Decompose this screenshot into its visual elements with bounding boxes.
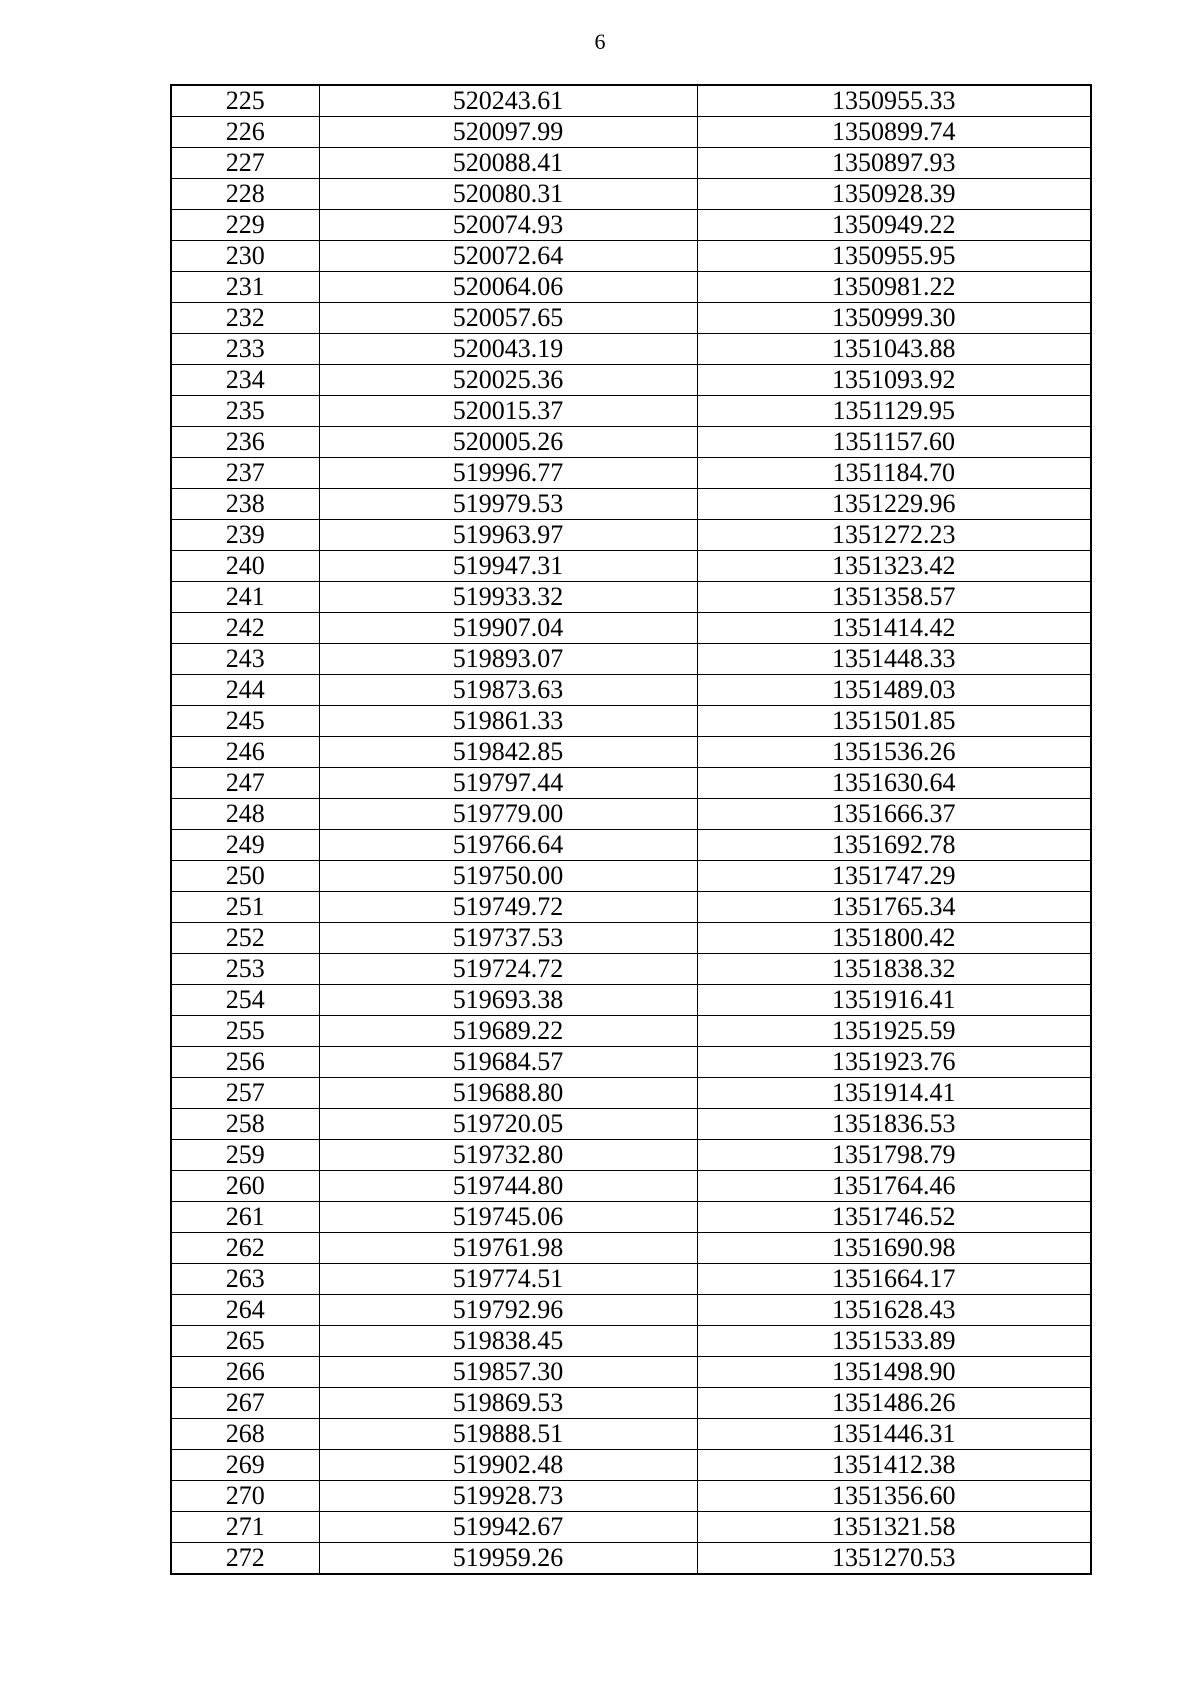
x-coordinate-cell: 520072.64 [319,241,697,272]
x-coordinate-cell: 519959.26 [319,1543,697,1575]
table-row [171,427,1091,458]
x-coordinate-cell: 519902.48 [319,1450,697,1481]
y-coordinate-cell: 1350897.93 [697,148,1091,179]
table-row [171,272,1091,303]
table-row [171,1140,1091,1171]
table-row [171,365,1091,396]
coordinates-table [170,84,1092,1575]
x-coordinate-cell: 520025.36 [319,365,697,396]
y-coordinate-cell: 1351446.31 [697,1419,1091,1450]
y-coordinate-cell: 1351628.43 [697,1295,1091,1326]
table-row [171,644,1091,675]
point-number-cell: 229 [171,210,319,241]
point-number-cell: 235 [171,396,319,427]
y-coordinate-cell: 1351229.96 [697,489,1091,520]
y-coordinate-cell: 1351489.03 [697,675,1091,706]
point-number-cell: 225 [171,85,319,117]
y-coordinate-cell: 1351501.85 [697,706,1091,737]
table-row [171,458,1091,489]
table-row [171,582,1091,613]
x-coordinate-cell: 519888.51 [319,1419,697,1450]
x-coordinate-cell: 519732.80 [319,1140,697,1171]
y-coordinate-cell: 1351356.60 [697,1481,1091,1512]
x-coordinate-cell: 519907.04 [319,613,697,644]
y-coordinate-cell: 1351043.88 [697,334,1091,365]
table-row [171,706,1091,737]
y-coordinate-cell: 1351666.37 [697,799,1091,830]
point-number-cell: 245 [171,706,319,737]
point-number-cell: 243 [171,644,319,675]
x-coordinate-cell: 519750.00 [319,861,697,892]
y-coordinate-cell: 1351184.70 [697,458,1091,489]
point-number-cell: 272 [171,1543,319,1575]
point-number-cell: 253 [171,954,319,985]
point-number-cell: 258 [171,1109,319,1140]
point-number-cell: 263 [171,1264,319,1295]
y-coordinate-cell: 1350928.39 [697,179,1091,210]
table-row [171,861,1091,892]
x-coordinate-cell: 519684.57 [319,1047,697,1078]
x-coordinate-cell: 519861.33 [319,706,697,737]
table-row [171,1047,1091,1078]
point-number-cell: 246 [171,737,319,768]
table-row [171,1388,1091,1419]
point-number-cell: 252 [171,923,319,954]
y-coordinate-cell: 1351358.57 [697,582,1091,613]
y-coordinate-cell: 1351746.52 [697,1202,1091,1233]
point-number-cell: 264 [171,1295,319,1326]
x-coordinate-cell: 519761.98 [319,1233,697,1264]
point-number-cell: 247 [171,768,319,799]
x-coordinate-cell: 520088.41 [319,148,697,179]
x-coordinate-cell: 519689.22 [319,1016,697,1047]
table-row [171,303,1091,334]
x-coordinate-cell: 519724.72 [319,954,697,985]
table-row [171,1481,1091,1512]
x-coordinate-cell: 519842.85 [319,737,697,768]
table-row [171,1171,1091,1202]
point-number-cell: 241 [171,582,319,613]
table-row [171,85,1091,117]
x-coordinate-cell: 519873.63 [319,675,697,706]
point-number-cell: 267 [171,1388,319,1419]
point-number-cell: 231 [171,272,319,303]
y-coordinate-cell: 1350899.74 [697,117,1091,148]
point-number-cell: 270 [171,1481,319,1512]
x-coordinate-cell: 520074.93 [319,210,697,241]
table-row [171,241,1091,272]
table-row [171,210,1091,241]
table-row [171,985,1091,1016]
point-number-cell: 249 [171,830,319,861]
x-coordinate-cell: 519963.97 [319,520,697,551]
y-coordinate-cell: 1351925.59 [697,1016,1091,1047]
x-coordinate-cell: 519857.30 [319,1357,697,1388]
point-number-cell: 266 [171,1357,319,1388]
point-number-cell: 257 [171,1078,319,1109]
table-row [171,892,1091,923]
point-number-cell: 254 [171,985,319,1016]
table-row [171,830,1091,861]
table-row [171,1078,1091,1109]
x-coordinate-cell: 519947.31 [319,551,697,582]
table-row [171,1295,1091,1326]
y-coordinate-cell: 1351836.53 [697,1109,1091,1140]
point-number-cell: 250 [171,861,319,892]
x-coordinate-cell: 519928.73 [319,1481,697,1512]
x-coordinate-cell: 519779.00 [319,799,697,830]
table-row [171,737,1091,768]
x-coordinate-cell: 520057.65 [319,303,697,334]
y-coordinate-cell: 1351414.42 [697,613,1091,644]
table-row [171,1357,1091,1388]
table-row [171,1264,1091,1295]
point-number-cell: 255 [171,1016,319,1047]
table-row [171,675,1091,706]
point-number-cell: 237 [171,458,319,489]
x-coordinate-cell: 519996.77 [319,458,697,489]
y-coordinate-cell: 1351536.26 [697,737,1091,768]
x-coordinate-cell: 519720.05 [319,1109,697,1140]
y-coordinate-cell: 1351690.98 [697,1233,1091,1264]
point-number-cell: 233 [171,334,319,365]
table-row [171,117,1091,148]
y-coordinate-cell: 1351800.42 [697,923,1091,954]
point-number-cell: 261 [171,1202,319,1233]
point-number-cell: 226 [171,117,319,148]
point-number-cell: 242 [171,613,319,644]
table-row [171,954,1091,985]
y-coordinate-cell: 1351664.17 [697,1264,1091,1295]
point-number-cell: 260 [171,1171,319,1202]
x-coordinate-cell: 519688.80 [319,1078,697,1109]
y-coordinate-cell: 1351916.41 [697,985,1091,1016]
y-coordinate-cell: 1351448.33 [697,644,1091,675]
x-coordinate-cell: 520243.61 [319,85,697,117]
x-coordinate-cell: 519693.38 [319,985,697,1016]
point-number-cell: 236 [171,427,319,458]
table-row [171,613,1091,644]
table-row [171,551,1091,582]
y-coordinate-cell: 1351321.58 [697,1512,1091,1543]
table-row [171,148,1091,179]
point-number-cell: 244 [171,675,319,706]
table-row [171,799,1091,830]
table-row [171,489,1091,520]
x-coordinate-cell: 520015.37 [319,396,697,427]
table-row [171,1233,1091,1264]
table-row [171,334,1091,365]
y-coordinate-cell: 1350999.30 [697,303,1091,334]
table-row [171,179,1091,210]
point-number-cell: 271 [171,1512,319,1543]
table-row [171,1202,1091,1233]
y-coordinate-cell: 1350949.22 [697,210,1091,241]
y-coordinate-cell: 1350981.22 [697,272,1091,303]
x-coordinate-cell: 519979.53 [319,489,697,520]
y-coordinate-cell: 1351798.79 [697,1140,1091,1171]
x-coordinate-cell: 519774.51 [319,1264,697,1295]
table-row [171,768,1091,799]
y-coordinate-cell: 1351838.32 [697,954,1091,985]
table-row [171,1512,1091,1543]
y-coordinate-cell: 1351486.26 [697,1388,1091,1419]
x-coordinate-cell: 519737.53 [319,923,697,954]
x-coordinate-cell: 519838.45 [319,1326,697,1357]
y-coordinate-cell: 1351157.60 [697,427,1091,458]
y-coordinate-cell: 1351923.76 [697,1047,1091,1078]
point-number-cell: 230 [171,241,319,272]
x-coordinate-cell: 519893.07 [319,644,697,675]
point-number-cell: 228 [171,179,319,210]
point-number-cell: 256 [171,1047,319,1078]
y-coordinate-cell: 1351270.53 [697,1543,1091,1575]
page-number: 6 [594,29,606,54]
x-coordinate-cell: 519797.44 [319,768,697,799]
y-coordinate-cell: 1351747.29 [697,861,1091,892]
y-coordinate-cell: 1351765.34 [697,892,1091,923]
y-coordinate-cell: 1351272.23 [697,520,1091,551]
table-row [171,923,1091,954]
table-row [171,396,1091,427]
point-number-cell: 232 [171,303,319,334]
coordinates-table-body [171,85,1091,1574]
point-number-cell: 268 [171,1419,319,1450]
y-coordinate-cell: 1350955.95 [697,241,1091,272]
y-coordinate-cell: 1351630.64 [697,768,1091,799]
table-row [171,1016,1091,1047]
x-coordinate-cell: 519869.53 [319,1388,697,1419]
point-number-cell: 248 [171,799,319,830]
x-coordinate-cell: 519766.64 [319,830,697,861]
y-coordinate-cell: 1351498.90 [697,1357,1091,1388]
x-coordinate-cell: 520097.99 [319,117,697,148]
y-coordinate-cell: 1351093.92 [697,365,1091,396]
x-coordinate-cell: 520080.31 [319,179,697,210]
y-coordinate-cell: 1350955.33 [697,85,1091,117]
point-number-cell: 234 [171,365,319,396]
y-coordinate-cell: 1351129.95 [697,396,1091,427]
table-row [171,1543,1091,1575]
point-number-cell: 259 [171,1140,319,1171]
table-row [171,1109,1091,1140]
point-number-cell: 265 [171,1326,319,1357]
point-number-cell: 238 [171,489,319,520]
table-row [171,520,1091,551]
y-coordinate-cell: 1351533.89 [697,1326,1091,1357]
x-coordinate-cell: 519942.67 [319,1512,697,1543]
x-coordinate-cell: 519792.96 [319,1295,697,1326]
x-coordinate-cell: 519745.06 [319,1202,697,1233]
point-number-cell: 240 [171,551,319,582]
x-coordinate-cell: 520005.26 [319,427,697,458]
point-number-cell: 227 [171,148,319,179]
y-coordinate-cell: 1351914.41 [697,1078,1091,1109]
y-coordinate-cell: 1351692.78 [697,830,1091,861]
x-coordinate-cell: 519744.80 [319,1171,697,1202]
table-row [171,1419,1091,1450]
y-coordinate-cell: 1351412.38 [697,1450,1091,1481]
y-coordinate-cell: 1351323.42 [697,551,1091,582]
table-row [171,1326,1091,1357]
x-coordinate-cell: 520043.19 [319,334,697,365]
x-coordinate-cell: 519933.32 [319,582,697,613]
point-number-cell: 251 [171,892,319,923]
point-number-cell: 262 [171,1233,319,1264]
x-coordinate-cell: 519749.72 [319,892,697,923]
point-number-cell: 269 [171,1450,319,1481]
y-coordinate-cell: 1351764.46 [697,1171,1091,1202]
table-row [171,1450,1091,1481]
x-coordinate-cell: 520064.06 [319,272,697,303]
point-number-cell: 239 [171,520,319,551]
